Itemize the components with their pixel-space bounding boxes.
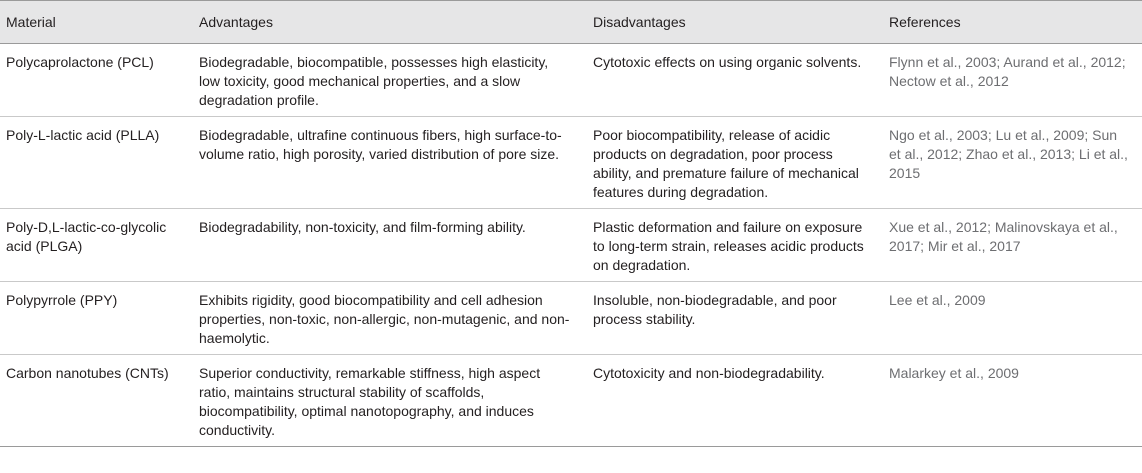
header-row xyxy=(0,1,1142,44)
header-material: Material xyxy=(0,1,193,44)
cell-disadvantages: Poor biocompatibility, release of acidic products on degradation, poor process ability, and premature failure of mechanical features during degradation. xyxy=(587,117,883,209)
cell-material: Polycaprolactone (PCL) xyxy=(0,44,193,117)
header-advantages: Advantages xyxy=(193,1,587,44)
cell-disadvantages: Plastic deformation and failure on exposure to long-term strain, releases acidic products on degradation. xyxy=(587,209,883,282)
cell-disadvantages: Cytotoxicity and non-biodegradability. xyxy=(587,355,883,447)
table-row xyxy=(0,209,1142,282)
cell-advantages: Biodegradable, biocompatible, possesses high elasticity, low toxicity, good mechanical properties, and a slow degradation profile. xyxy=(193,44,587,117)
cell-material: Polypyrrole (PPY) xyxy=(0,282,193,355)
cell-material: Poly-L-lactic acid (PLLA) xyxy=(0,117,193,209)
cell-references[interactable]: Lee et al., 2009 xyxy=(883,282,1142,355)
cell-references[interactable]: Flynn et al., 2003; Aurand et al., 2012; Nectow et al., 2012 xyxy=(883,44,1142,117)
cell-material: Carbon nanotubes (CNTs) xyxy=(0,355,193,447)
cell-disadvantages: Cytotoxic effects on using organic solvents. xyxy=(587,44,883,117)
cell-references[interactable]: Malarkey et al., 2009 xyxy=(883,355,1142,447)
table-header xyxy=(0,1,1142,44)
table-row xyxy=(0,355,1142,447)
cell-material: Poly-D,L-lactic-co-glycolic acid (PLGA) xyxy=(0,209,193,282)
header-references: References xyxy=(883,1,1142,44)
cell-advantages: Exhibits rigidity, good biocompatibility and cell adhesion properties, non-toxic, non-allergic, non-mutagenic, and non-haemolytic. xyxy=(193,282,587,355)
table-row xyxy=(0,44,1142,117)
table-row xyxy=(0,282,1142,355)
header-disadvantages: Disadvantages xyxy=(587,1,883,44)
cell-advantages: Biodegradable, ultrafine continuous fibers, high surface-to-volume ratio, high porosity, varied distribution of pore size. xyxy=(193,117,587,209)
cell-advantages: Biodegradability, non-toxicity, and film-forming ability. xyxy=(193,209,587,282)
cell-disadvantages: Insoluble, non-biodegradable, and poor process stability. xyxy=(587,282,883,355)
table-row xyxy=(0,117,1142,209)
cell-advantages: Superior conductivity, remarkable stiffness, high aspect ratio, maintains structural stability of scaffolds, biocompatibility, optimal nanotopography, and induces conductivity. xyxy=(193,355,587,447)
table-body xyxy=(0,44,1142,447)
cell-references[interactable]: Xue et al., 2012; Malinovskaya et al., 2017; Mir et al., 2017 xyxy=(883,209,1142,282)
cell-references[interactable]: Ngo et al., 2003; Lu et al., 2009; Sun et al., 2012; Zhao et al., 2013; Li et al., 2015 xyxy=(883,117,1142,209)
